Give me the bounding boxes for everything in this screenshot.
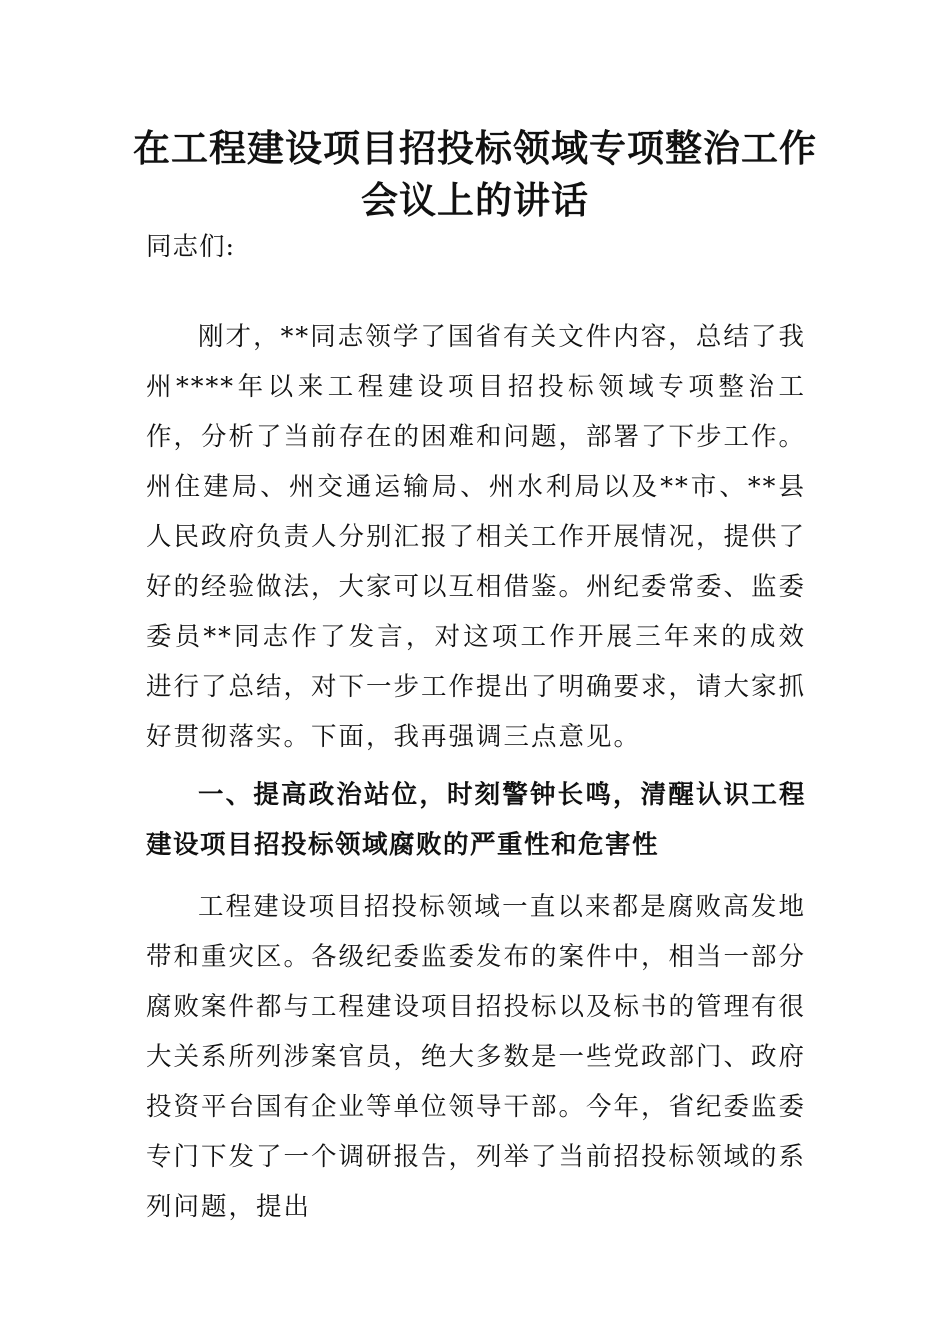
document-title-line-1: 在工程建设项目招投标领域专项整治工作: [133, 126, 817, 170]
document-title-line-2: 会议上的讲话: [361, 178, 589, 222]
paragraph-opening: 刚才，**同志领学了国省有关文件内容，总结了我州****年以来工程建设项目招投标领域专项整治工作，分析了当前存在的困难和问题，部署了下步工作。州住建局、州交通运输局、州水利局以及**市、**县人民政府负责人分别汇报了相关工作开展情况，提供了好的经验做法，大家可以互相借鉴。州纪委常委、监委委员**同志作了发言，对这项工作开展三年来的成效进行了总结，对下一步工作提出了明确要求，请大家抓好贯彻落实。下面，我再强调三点意见。: [146, 322, 807, 752]
paragraph-section-1: 工程建设项目招投标领域一直以来都是腐败高发地带和重灾区。各级纪委监委发布的案件中，相当一部分腐败案件都与工程建设项目招投标以及标书的管理有很大关系所列涉案官员，绝大多数是一些党政部门、政府投资平台国有企业等单位领导干部。今年，省纪委监委专门下发了一个调研报告，列举了当前招投标领域的系列问题，提出: [146, 892, 807, 1222]
salutation: 同志们:: [146, 232, 236, 262]
section-heading-1: 一、提高政治站位，时刻警钟长鸣，清醒认识工程建设项目招投标领域腐败的严重性和危害性: [146, 780, 806, 860]
